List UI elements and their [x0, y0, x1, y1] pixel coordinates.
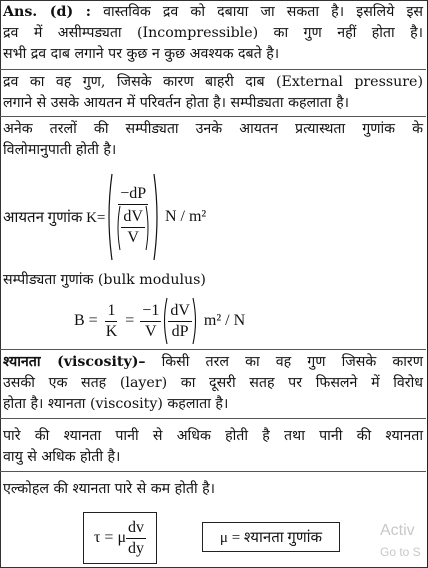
intro-line-3: सभी द्रव दाब लगाने पर कुछ न कुछ अवश्यक दबते है। — [3, 46, 280, 62]
divider — [0, 116, 426, 117]
viscosity-line-1 — [3, 352, 423, 373]
mercury-line-1: पारे की श्यानता पानी से अधिक होती है तथा पानी की श्यानता — [3, 428, 423, 444]
alcohol-line-1: एल्कोहल की श्यानता पारे से कम होती है। — [3, 481, 216, 497]
divider — [0, 349, 426, 350]
b-frac-1-den: K — [105, 322, 118, 340]
b-frac-3-num: dV — [168, 301, 192, 322]
tau-fraction — [126, 518, 146, 559]
b-frac-2-den: V — [145, 322, 157, 340]
bulk-modulus-formula — [74, 296, 245, 346]
b-frac-1-num: 1 — [105, 301, 117, 322]
intro-text-1: वास्तविक द्रव को दबाया जा सकता है। इसलिये इस — [103, 4, 423, 20]
inverse-line-1: अनेक तरलों की सम्पीड्यता उनके आयतन प्रत्यास्थता गुणांक के — [3, 121, 423, 137]
viscosity-text-1: किसी तरल का वह गुण जिसके कारण — [161, 354, 423, 370]
compress-line-2: लगाने से उसके आयतन में परिवर्तन होता है। सम्पीड्यता कहलाता है। — [3, 95, 349, 111]
tau-den: dy — [128, 539, 145, 557]
right-paren-icon — [153, 173, 161, 261]
mu-text: μ = श्यानता गुणांक — [219, 530, 323, 546]
answer-label: Ans. (d) : — [3, 4, 91, 20]
divider — [0, 418, 426, 419]
compress-line-1: द्रव का वह गुण, जिसके कारण बाहरी दाब (External pressure) — [3, 74, 423, 90]
b-left-paren-icon — [161, 297, 168, 345]
bulk-inner-den: V — [127, 229, 139, 246]
intro-line-1 — [3, 2, 423, 23]
tau-lhs: τ = μ — [93, 529, 127, 546]
viscosity-line-2: उसकी एक सतह (layer) का दूसरी सतह पर फिसलने में विरोध — [3, 375, 423, 391]
b-unit: m² / N — [203, 312, 246, 329]
paragraph-inverse — [3, 119, 423, 161]
bulk-formula — [3, 172, 206, 262]
mu-definition-box — [202, 522, 340, 552]
bulk-inner-num: dV — [121, 207, 145, 228]
inverse-line-2: विलोमानुपाती होती है। — [3, 142, 117, 158]
bulk-num: −dP — [118, 184, 148, 205]
paragraph-alcohol — [3, 479, 423, 500]
tau-formula-box — [83, 512, 157, 564]
tau-num: dv — [126, 518, 146, 539]
b-right-paren-icon — [192, 297, 199, 345]
bulk-outer-fraction — [113, 184, 153, 251]
inner-right-paren-icon — [145, 205, 151, 251]
mercury-line-2: वायु से अधिक होती है। — [3, 449, 121, 465]
b-frac-3 — [168, 301, 192, 342]
left-paren-icon — [105, 173, 113, 261]
bulk-formula-lhs: आयतन गुणांक K= — [3, 210, 106, 226]
b-frac-3-den: dP — [171, 322, 189, 340]
bulk-modulus-label-row — [3, 270, 423, 291]
b-frac-2-num: −1 — [140, 301, 161, 322]
bulk-modulus-label: सम्पीड्यता गुणांक (bulk modulus) — [3, 272, 206, 288]
viscosity-term: श्यानता (viscosity)– — [3, 354, 146, 370]
b-frac-1 — [104, 301, 120, 342]
paragraph-viscosity — [3, 352, 423, 415]
divider — [0, 69, 426, 70]
bulk-unit: N / m² — [164, 208, 207, 225]
bulk-den — [113, 205, 153, 251]
b-eq: = — [125, 312, 135, 329]
divider — [0, 471, 426, 472]
paragraph-mercury — [3, 426, 423, 468]
b-frac-2 — [140, 301, 161, 342]
intro-line-2: द्रव में असीम्पड्यता (Incompressible) का गुण नहीं होता है। — [3, 25, 423, 41]
viscosity-line-3: होता है। श्यानता (viscosity) कहलाता है। — [3, 396, 229, 412]
b-lhs: B = — [74, 312, 98, 329]
activate-watermark: Activ — [380, 522, 415, 539]
paragraph-compressibility — [3, 72, 423, 114]
bulk-inner-fraction — [121, 207, 145, 248]
paragraph-intro — [3, 2, 423, 65]
activate-watermark-sub: Go to S — [380, 545, 421, 559]
